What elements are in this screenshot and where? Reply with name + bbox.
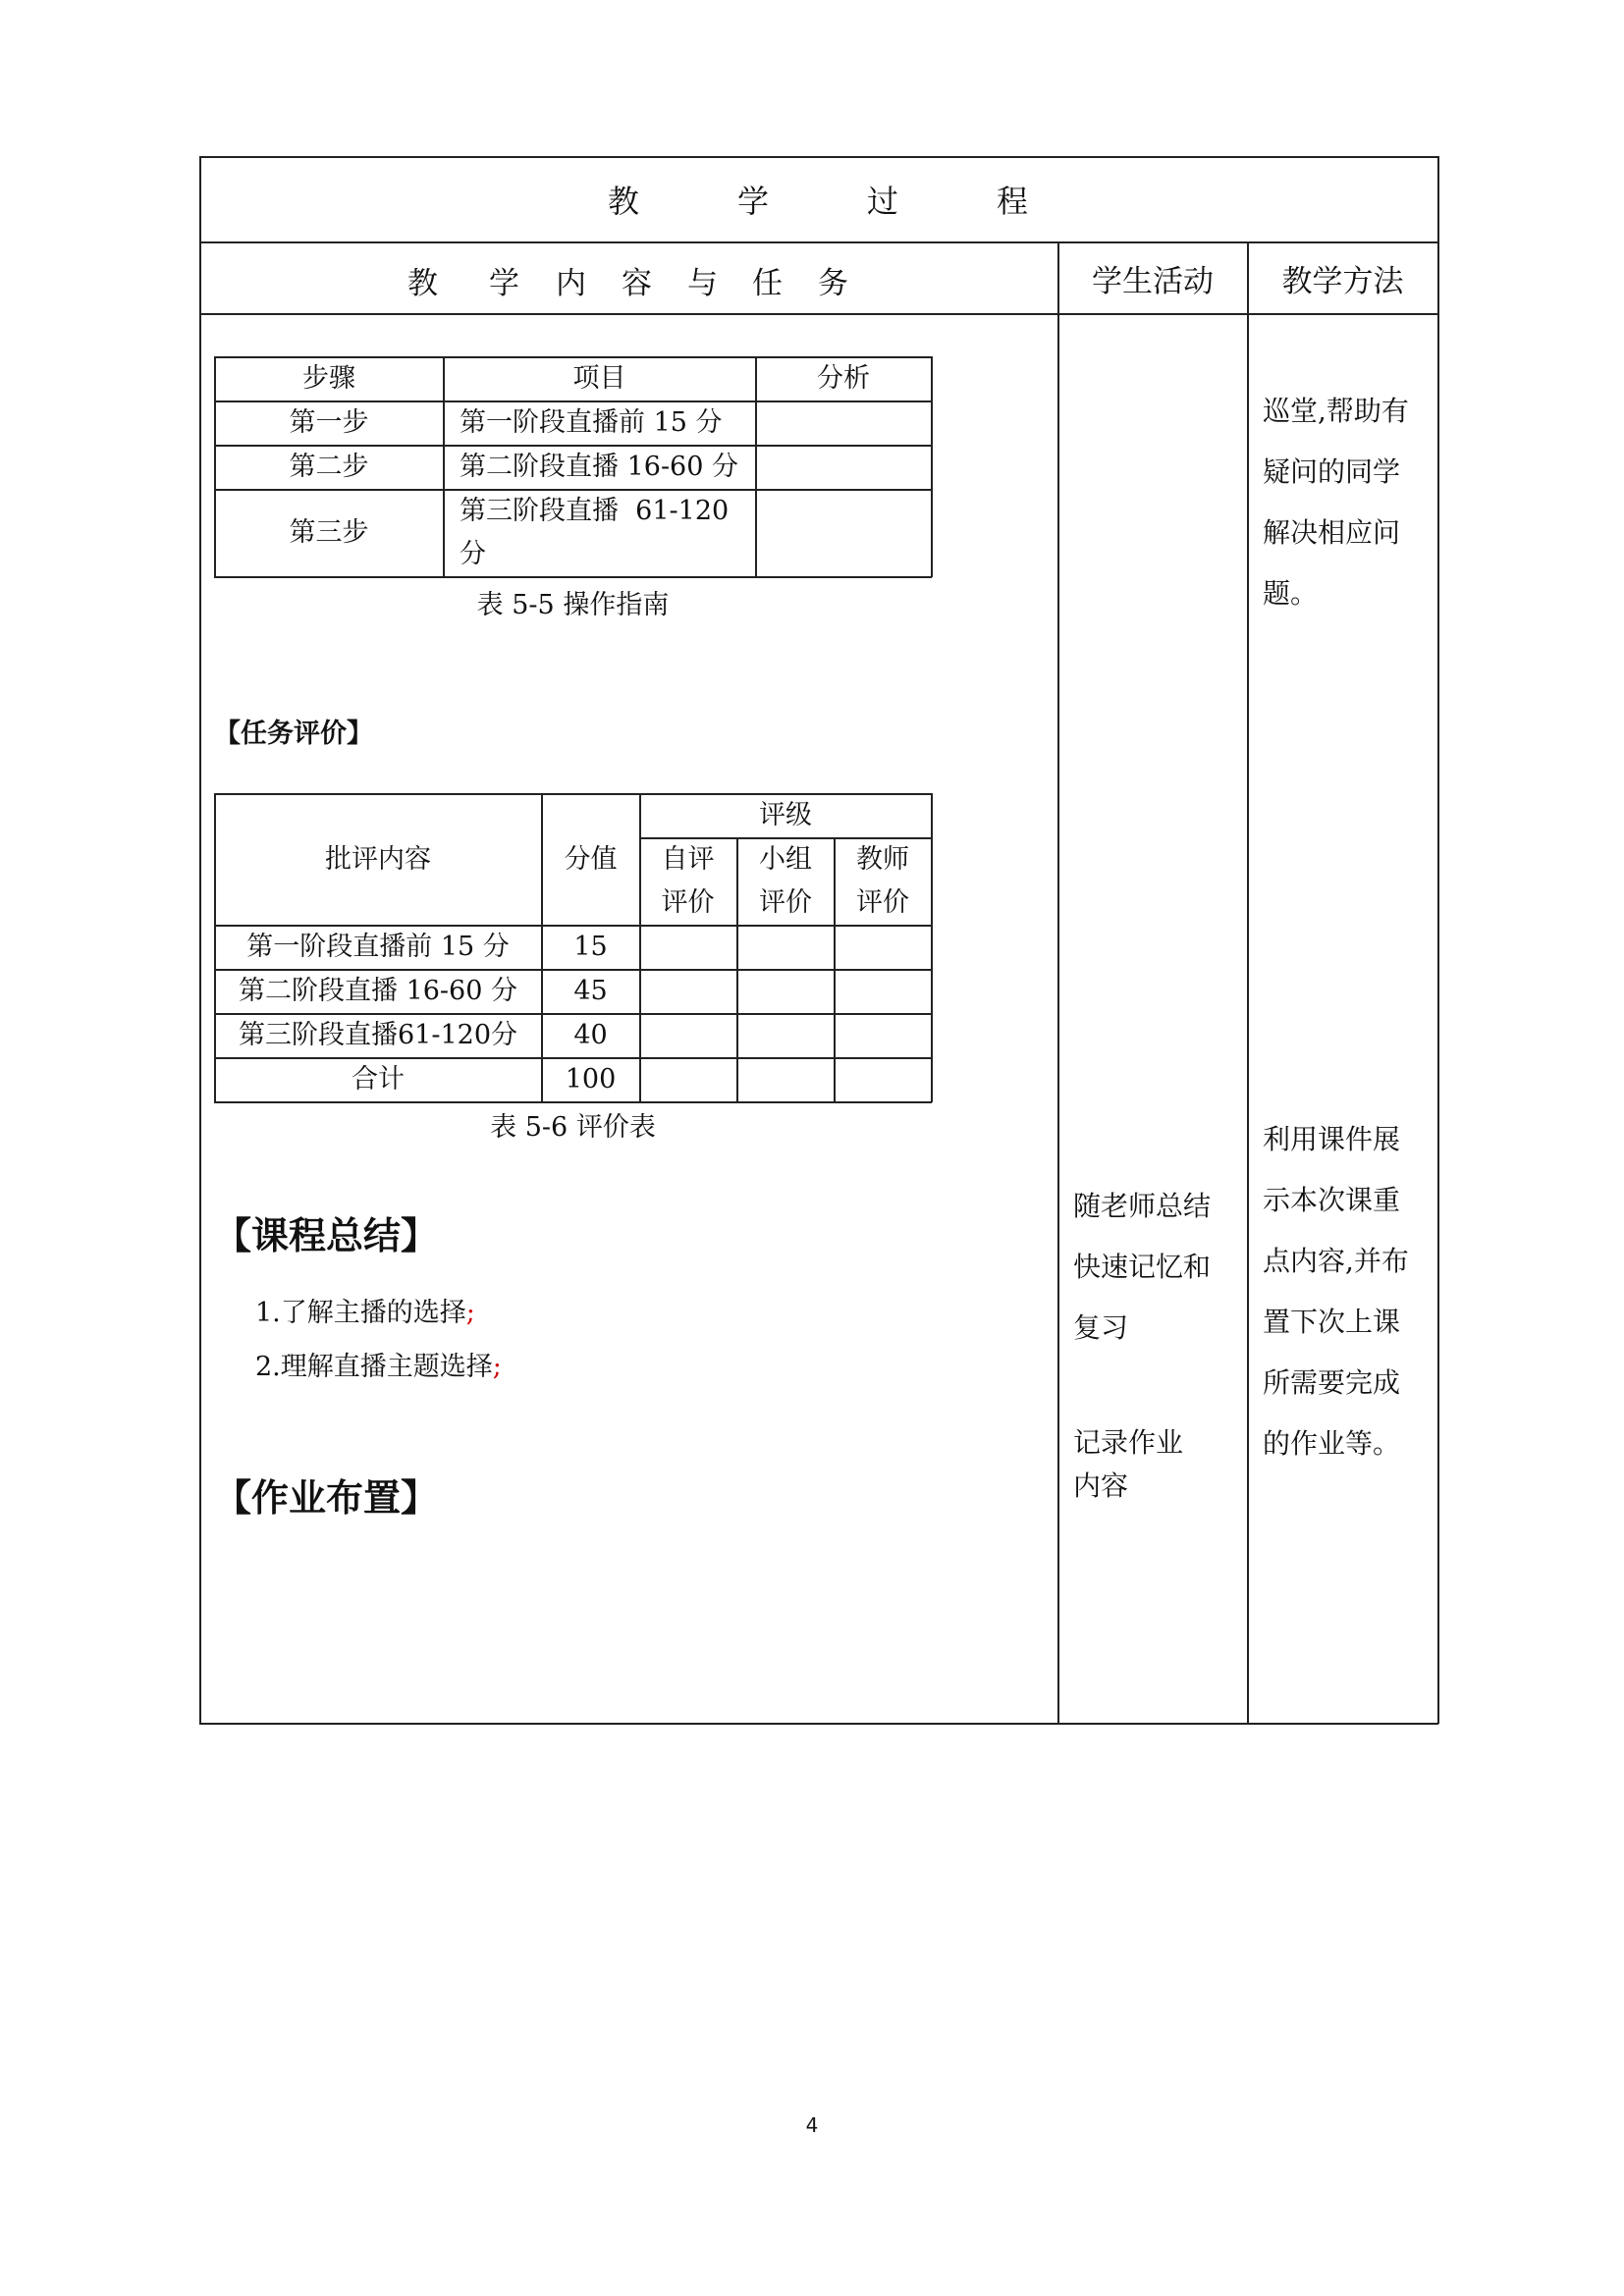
t56-header-self: [639, 838, 736, 925]
student-activity-line: 快速记忆和: [1073, 1251, 1212, 1283]
title-char: 过: [867, 183, 899, 220]
summary-item-2-text: 2.理解直播主题选择: [255, 1352, 493, 1382]
outer-left-border: [199, 156, 201, 1724]
col-divider-1: [1057, 241, 1059, 1724]
summary-item-1-suffix: ;: [465, 1298, 475, 1328]
student-activity-line: 记录作业: [1073, 1426, 1184, 1459]
summary-item-1: [255, 1291, 475, 1329]
student-activity-line: 内容: [1073, 1469, 1129, 1502]
summary-item-2-suffix: ;: [492, 1352, 502, 1382]
section-title: [199, 157, 1438, 241]
page-number: 4: [805, 2113, 819, 2137]
summary-item-2: [255, 1345, 502, 1383]
task-eval-heading: 【任务评价】: [214, 719, 373, 749]
t56-header-score: 分值: [564, 843, 618, 875]
t56-row2-score: 45: [573, 976, 608, 1007]
t56-header-group: [737, 838, 834, 925]
header-char: 学: [489, 266, 519, 301]
t56-row2-content: 第二阶段直播 16-60 分: [238, 976, 517, 1007]
title-char: 教: [608, 183, 640, 220]
student-activity-line: 复习: [1073, 1311, 1129, 1344]
header-char: 任: [752, 266, 783, 301]
t55-row3-item-line2: 分: [460, 539, 486, 569]
teaching-method-line: 置下次上课: [1263, 1306, 1401, 1338]
student-activity-block-1: [1073, 1176, 1211, 1359]
t56-header-teacher-line2: 评价: [856, 887, 909, 918]
title-char: 程: [997, 183, 1029, 220]
t56-header-group-line2: 评价: [759, 887, 812, 918]
t56-header-self-line1: 自评: [661, 844, 715, 875]
summary-item-1-text: 1.了解主播的选择: [255, 1298, 466, 1328]
teaching-method-line: 解决相应问: [1263, 516, 1401, 549]
title-char: 学: [737, 183, 770, 220]
t55-row1-analysis: [756, 401, 931, 445]
homework-heading: 【作业布置】: [214, 1476, 439, 1520]
t56-row1-content: 第一阶段直播前 15 分: [246, 932, 510, 963]
t56-line: [931, 793, 933, 1102]
t55-row2-analysis: [756, 446, 931, 489]
header-char: 务: [818, 266, 848, 301]
t56-row1-score: 15: [573, 932, 608, 963]
t56-row3-score: 40: [573, 1020, 608, 1051]
teaching-method-line: 所需要完成: [1263, 1366, 1401, 1399]
teaching-method-line: 的作业等。: [1263, 1427, 1401, 1460]
t55-row2-item: 第二阶段直播 16-60 分: [460, 452, 739, 482]
t56-row3-content: 第三阶段直播61-120分: [238, 1020, 517, 1051]
teaching-method-line: 利用课件展: [1263, 1123, 1401, 1155]
teaching-method-line: 示本次课重: [1263, 1184, 1401, 1216]
t56-header-rating: 评级: [759, 800, 812, 831]
t56-caption: 表 5-6 评价表: [490, 1111, 656, 1143]
t55-row1-item: 第一阶段直播前 15 分: [460, 407, 723, 438]
outer-right-border: [1437, 156, 1439, 1724]
header-student-activity: 学生活动: [1092, 263, 1214, 299]
t55-row1-step: 第一步: [289, 407, 369, 439]
t55-line: [931, 356, 933, 577]
student-activity-block-2: [1073, 1421, 1183, 1508]
t55-header-item: 项目: [572, 363, 626, 395]
header-char: 内: [556, 266, 586, 301]
t56-header-content: 批评内容: [325, 843, 431, 875]
t56-line: [214, 1101, 932, 1103]
header-content-task: [199, 242, 1057, 313]
t55-row3-analysis: [756, 490, 931, 576]
teaching-method-line: 巡堂,帮助有: [1263, 395, 1409, 427]
teaching-method-block-2: [1263, 1109, 1409, 1474]
teaching-method-line: 疑问的同学: [1263, 455, 1401, 488]
t56-header-teacher-line1: 教师: [856, 844, 909, 875]
t56-header-teacher: [835, 838, 931, 925]
header-teaching-method: 教学方法: [1281, 263, 1404, 299]
student-activity-line: 随老师总结: [1073, 1190, 1212, 1222]
header-row-bottom-border: [199, 313, 1438, 315]
t55-header-step: 步骤: [302, 363, 355, 395]
teaching-method-line: 点内容,并布: [1263, 1245, 1409, 1277]
header-char: 容: [622, 266, 652, 301]
t56-header-group-line1: 小组: [759, 844, 812, 875]
t55-header-analysis: 分析: [817, 363, 870, 395]
t55-line: [214, 576, 932, 578]
t55-row2-step: 第二步: [289, 452, 369, 483]
t55-row3-item-line1: 第三阶段直播 61-120: [460, 496, 730, 526]
teaching-method-line: 题。: [1263, 577, 1319, 610]
t56-row4-content: 合计: [352, 1064, 405, 1095]
t56-header-self-line2: 评价: [661, 887, 715, 918]
col-divider-2: [1247, 241, 1249, 1724]
summary-heading: 【课程总结】: [214, 1214, 439, 1257]
outer-bottom-border: [199, 1723, 1438, 1725]
t55-caption: 表 5-5 操作指南: [476, 589, 670, 620]
header-char: 教: [407, 266, 438, 301]
teaching-method-block-1: [1263, 381, 1409, 624]
header-char: 与: [687, 266, 718, 301]
t56-row4-score: 100: [565, 1064, 617, 1095]
t55-row3-step: 第三步: [289, 517, 369, 549]
